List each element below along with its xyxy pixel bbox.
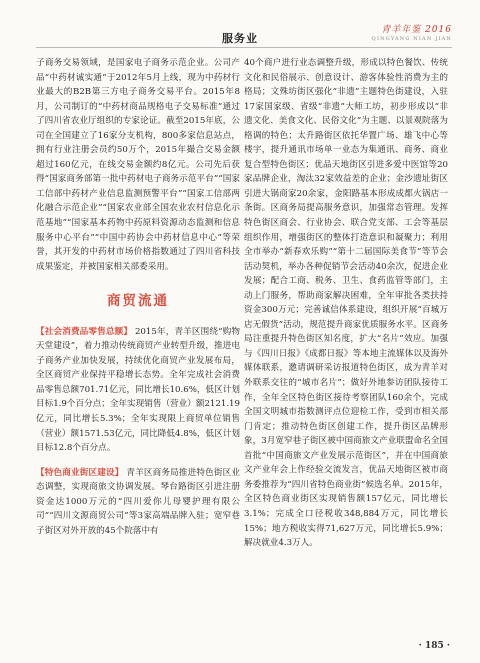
entry-text: 2015年，青羊区围绕“购物天堂建设”，着力推动传统商贸产业转型升级，推进电子商务产业加快发展，持续优化商贸产业发展布局，全区商贸产业保持平稳增长态势。全年完成社会消费品零售总额701.71亿元，同比增长10.6%，低区计划目标1.9个百分点；全年实现销售（营业）额2121.19亿元，同比增长5.3%；全年实现限上商贸单位销售（营业）额1571.53亿元，同比降低4.8%，低区计划目标12.8个百分点。 <box>36 326 240 454</box>
page-number: · 185 · <box>418 641 450 651</box>
section-title: 商贸流通 <box>107 293 169 310</box>
header-divider <box>36 47 452 48</box>
entry-text: 青羊区商务局推进特色街区业态调整，实现商旅文协调发展。琴台路街区引进注册资金达1000万元的“四川爱你儿母婴护理有限公司”“四川文源商贸公司”等3家高端品牌入驻；宽窄巷子街区对外开放的45个院落中有 <box>36 467 240 536</box>
right-column <box>244 56 448 551</box>
entry-heading: 【社会消费品零售总额】 <box>36 326 133 337</box>
yearbook-title: 青羊年鉴 2016 <box>381 25 452 35</box>
yearbook-pinyin: QINGYANG NIAN JIAN <box>371 36 452 42</box>
paragraph: 40个商户进行业态调整升级，形成以特色餐饮、传统文化和民俗展示、创意设计、游客体验性消费为主的格局；文殊坊街区强化“非遗”主题特色街建设，入驻17家国家级、省级“非遗”大师工坊，初步形成以“非遗文化、美食文化、民俗文化”为主题、以景观院落为格调的特色；太升路街区依托华置广场、雄飞中心等楼宇，提升通讯市场单一业态为集通讯、商务、商业复合型特色街区；优品天地街区引进多爱中医馆等20家品牌企业，淘汰32家效益差的企业；金沙遗址街区引进大锅商家20余家，金阳路基本形成成都火锅店一条街。区商务局提高服务意识，加强常态管理。发挥特色街区商会、行业协会、联合党支部、工会等基层组织作用，增强街区的整体打造意识和凝聚力；利用全市举办“新春欢乐购”“第十二届国际美食节”等节会活动契机，举办各种促销节会活动40余次，促进企业发展；配合工商、税务、卫生、食药监管等部门，主动上门服务，帮助商家解决困难，全年审批各类扶持资金300万元；完善诚信体系建设，组织开展“百城万店无假货”活动，规范提升商家优质服务水平。区商务局注重提升特色街区知名度，扩大“名片”效应。加强与《四川日报》《成都日报》等本地主流媒体以及海外媒体联系，邀请调研采访报道特色街区，成为青羊对外联系交往的“城市名片”；做好外地参访团队接待工作，全年全区特色街区接待考察团队160余个，完成全国文明城市指数测评点位迎检工作，受到市相关部门肯定；推动特色街区创建工作，提升街区品牌形象，3月宽窄巷子街区被中国商旅文产业联盟命名全国首批“中国商旅文产业发展示范街区”，并在中国商旅文产业年会上作经验交流发言，优品天地街区被市商务委推荐为“四川省特色商业街”候选名单。2015年，全区特色商业街区实现销售额157亿元，同比增长3.1%；完成全口径税收348,884万元，同比增长15%；地方税收实得71,627万元，同比增长5.9%；解决就业4.3万人。 <box>244 58 448 549</box>
running-header-title: 服务业 <box>222 32 258 45</box>
yearbook-masthead <box>372 22 452 42</box>
page-header <box>0 0 480 52</box>
paragraph <box>36 325 240 456</box>
paragraph: 子商务交易领域，是国家电子商务示范企业。公司产品“中药材诚实通”于2012年5月上线，现为中药材行业最大的B2B第三方电子商务交易平台。2015年8月，公司制订的“中药材商品规格电子交易标准”通过了四川省农业厅组织的专家论证。截至2015年底，公司在全国建立了16家分支机构，800多家信息站点，拥有行业注册会员约50万个，2015年撮合交易金额超过160亿元，在线交易金额约8亿元。公司先后获得“国家商务部第一批中药材电子商务示范平台”“国家工信部中药材产业信息监测预警平台”“国家工信部两化融合示范企业”“国家农业部全国农业农村信息化示范基地”“国家基本药物中药原料资源动态监测和信息服务中心平台”“中国中药协会中药材信息中心”等荣誉，其开发的中药材市场价格指数通过了四川省科技成果鉴定，并被国家相关部委采用。 <box>36 58 240 272</box>
entry-heading: 【特色商业街区建设】 <box>36 467 124 478</box>
paragraph <box>36 466 240 539</box>
left-column <box>36 56 240 538</box>
